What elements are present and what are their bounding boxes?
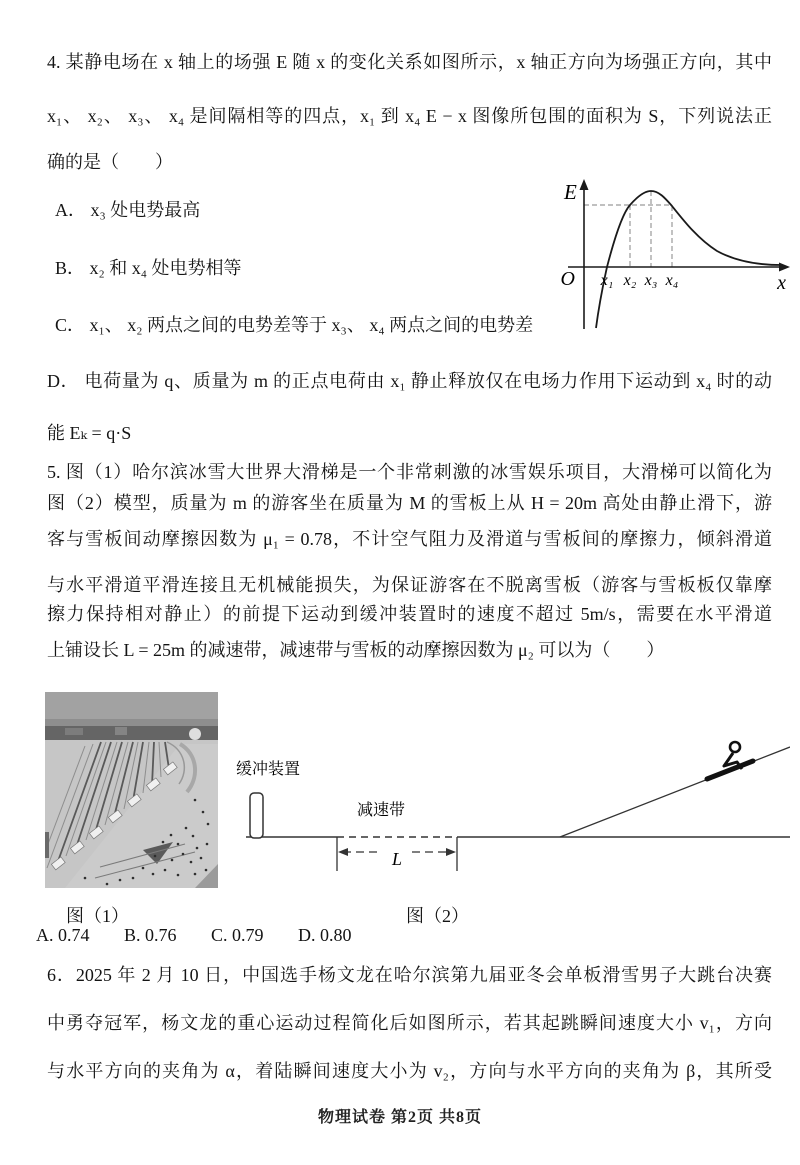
graph-origin-label: O — [560, 268, 575, 290]
q6-line-3: 与水平方向的夹角为 α，着陆瞬间速度大小为 v₂，方向与水平方向的夹角为 β，其所受 — [47, 1061, 772, 1081]
l-arrow-right-icon — [446, 848, 456, 856]
q4-option-c: C． x₁、 x₂ 两点之间的电势差等于 x₃、 x₄ 两点之间的电势差 — [55, 315, 534, 335]
q5-option-a: A. 0.74 — [36, 925, 90, 945]
q5-line-4: 与水平滑道平滑连接且无机械能损失，为保证游客在不脱离雪板（游客与雪板板仅靠摩 — [47, 575, 772, 595]
fig2-caption: 图（2） — [406, 906, 469, 926]
photo-tower — [45, 832, 49, 858]
q5-option-b: B. 0.76 — [124, 925, 177, 945]
y-axis-arrow-icon — [580, 179, 589, 190]
graph-axes — [568, 186, 782, 329]
sled-rider-icon — [707, 742, 753, 779]
graph-tick-x3: x₃ — [644, 272, 658, 289]
x-axis-arrow-icon — [779, 263, 790, 272]
fig1-caption: 图（1） — [66, 906, 129, 926]
slide-photo — [45, 692, 218, 888]
e-x-curve — [596, 191, 781, 328]
q6-line-1: 6．2025 年 2 月 10 日，中国选手杨文龙在哈尔滨第九届亚冬会单板滑雪男子大跳台决赛 — [47, 965, 772, 985]
q4-option-d: D． 电荷量为 q、质量为 m 的正点电荷由 x₁ 静止释放仅在电场力作用下运动到 x₄ 时的动 — [47, 371, 772, 391]
photo-sky — [45, 692, 218, 722]
q4-line-3: 确的是（ ） — [47, 152, 173, 172]
slide-model-diagram — [230, 690, 790, 895]
q5-line-1: 5. 图（1）哈尔滨冰雪大世界大滑梯是一个非常刺激的冰雪娱乐项目，大滑梯可以简化为 — [47, 462, 772, 482]
length-label: L — [391, 849, 403, 869]
q4-option-a: A． x₃ 处电势最高 — [55, 200, 201, 220]
graph-x-label: x — [777, 272, 786, 294]
graph-tick-x2: x₂ — [623, 272, 637, 289]
q4-option-d-cont: 能 Eₖ = q·S — [47, 423, 132, 443]
l-arrow-left-icon — [338, 848, 348, 856]
buffer-device — [250, 793, 263, 838]
q4-line-2: x₁、 x₂、 x₃、 x₄ 是间隔相等的四点，x₁ 到 x₄ E − x 图像所包围的面积为 S，下列说法正 — [47, 106, 772, 126]
q4-line-1: 4. 某静电场在 x 轴上的场强 E 随 x 的变化关系如图所示，x 轴正方向为场强正方向，其中 — [47, 52, 772, 72]
graph-y-label: E — [564, 180, 577, 204]
q5-option-d: D. 0.80 — [298, 925, 352, 945]
graph-dashed-guides — [584, 191, 672, 267]
footer-page-number: 物理试卷 第2页 共8页 — [317, 1109, 482, 1126]
q5-line-5: 擦力保持相对静止）的前提下运动到缓冲装置时的速度不超过 5m/s，需要在水平滑道 — [47, 604, 772, 624]
graph-tick-x1: x₁ — [600, 272, 614, 289]
q6-line-2: 中勇夺冠军，杨文龙的重心运动过程简化后如图所示，若其起跳瞬间速度大小 v₁，方向 — [47, 1013, 772, 1033]
graph-tick-x4: x₄ — [665, 272, 679, 289]
diagram-slope — [560, 747, 790, 837]
q5-line-3: 客与雪板间动摩擦因数为 μ₁ = 0.78，不计空气阻力及滑道与雪板间的摩擦力，倾斜滑道 — [47, 529, 772, 549]
q5-line-6: 上铺设长 L = 25m 的减速带，减速带与雪板的动摩擦因数为 μ₂ 可以为（ ） — [47, 640, 665, 660]
q4-option-b: B． x₂ 和 x₄ 处电势相等 — [55, 258, 242, 278]
buffer-device-label: 缓冲装置 — [236, 761, 301, 778]
speed-bump-label: 减速带 — [356, 802, 406, 819]
field-strength-graph — [554, 174, 796, 334]
q5-line-2: 图（2）模型，质量为 m 的游客坐在质量为 M 的雪板上从 H = 20m 高处由静止滑下，游 — [47, 493, 772, 513]
q5-option-c: C. 0.79 — [211, 925, 264, 945]
q5-options-row — [36, 925, 382, 946]
